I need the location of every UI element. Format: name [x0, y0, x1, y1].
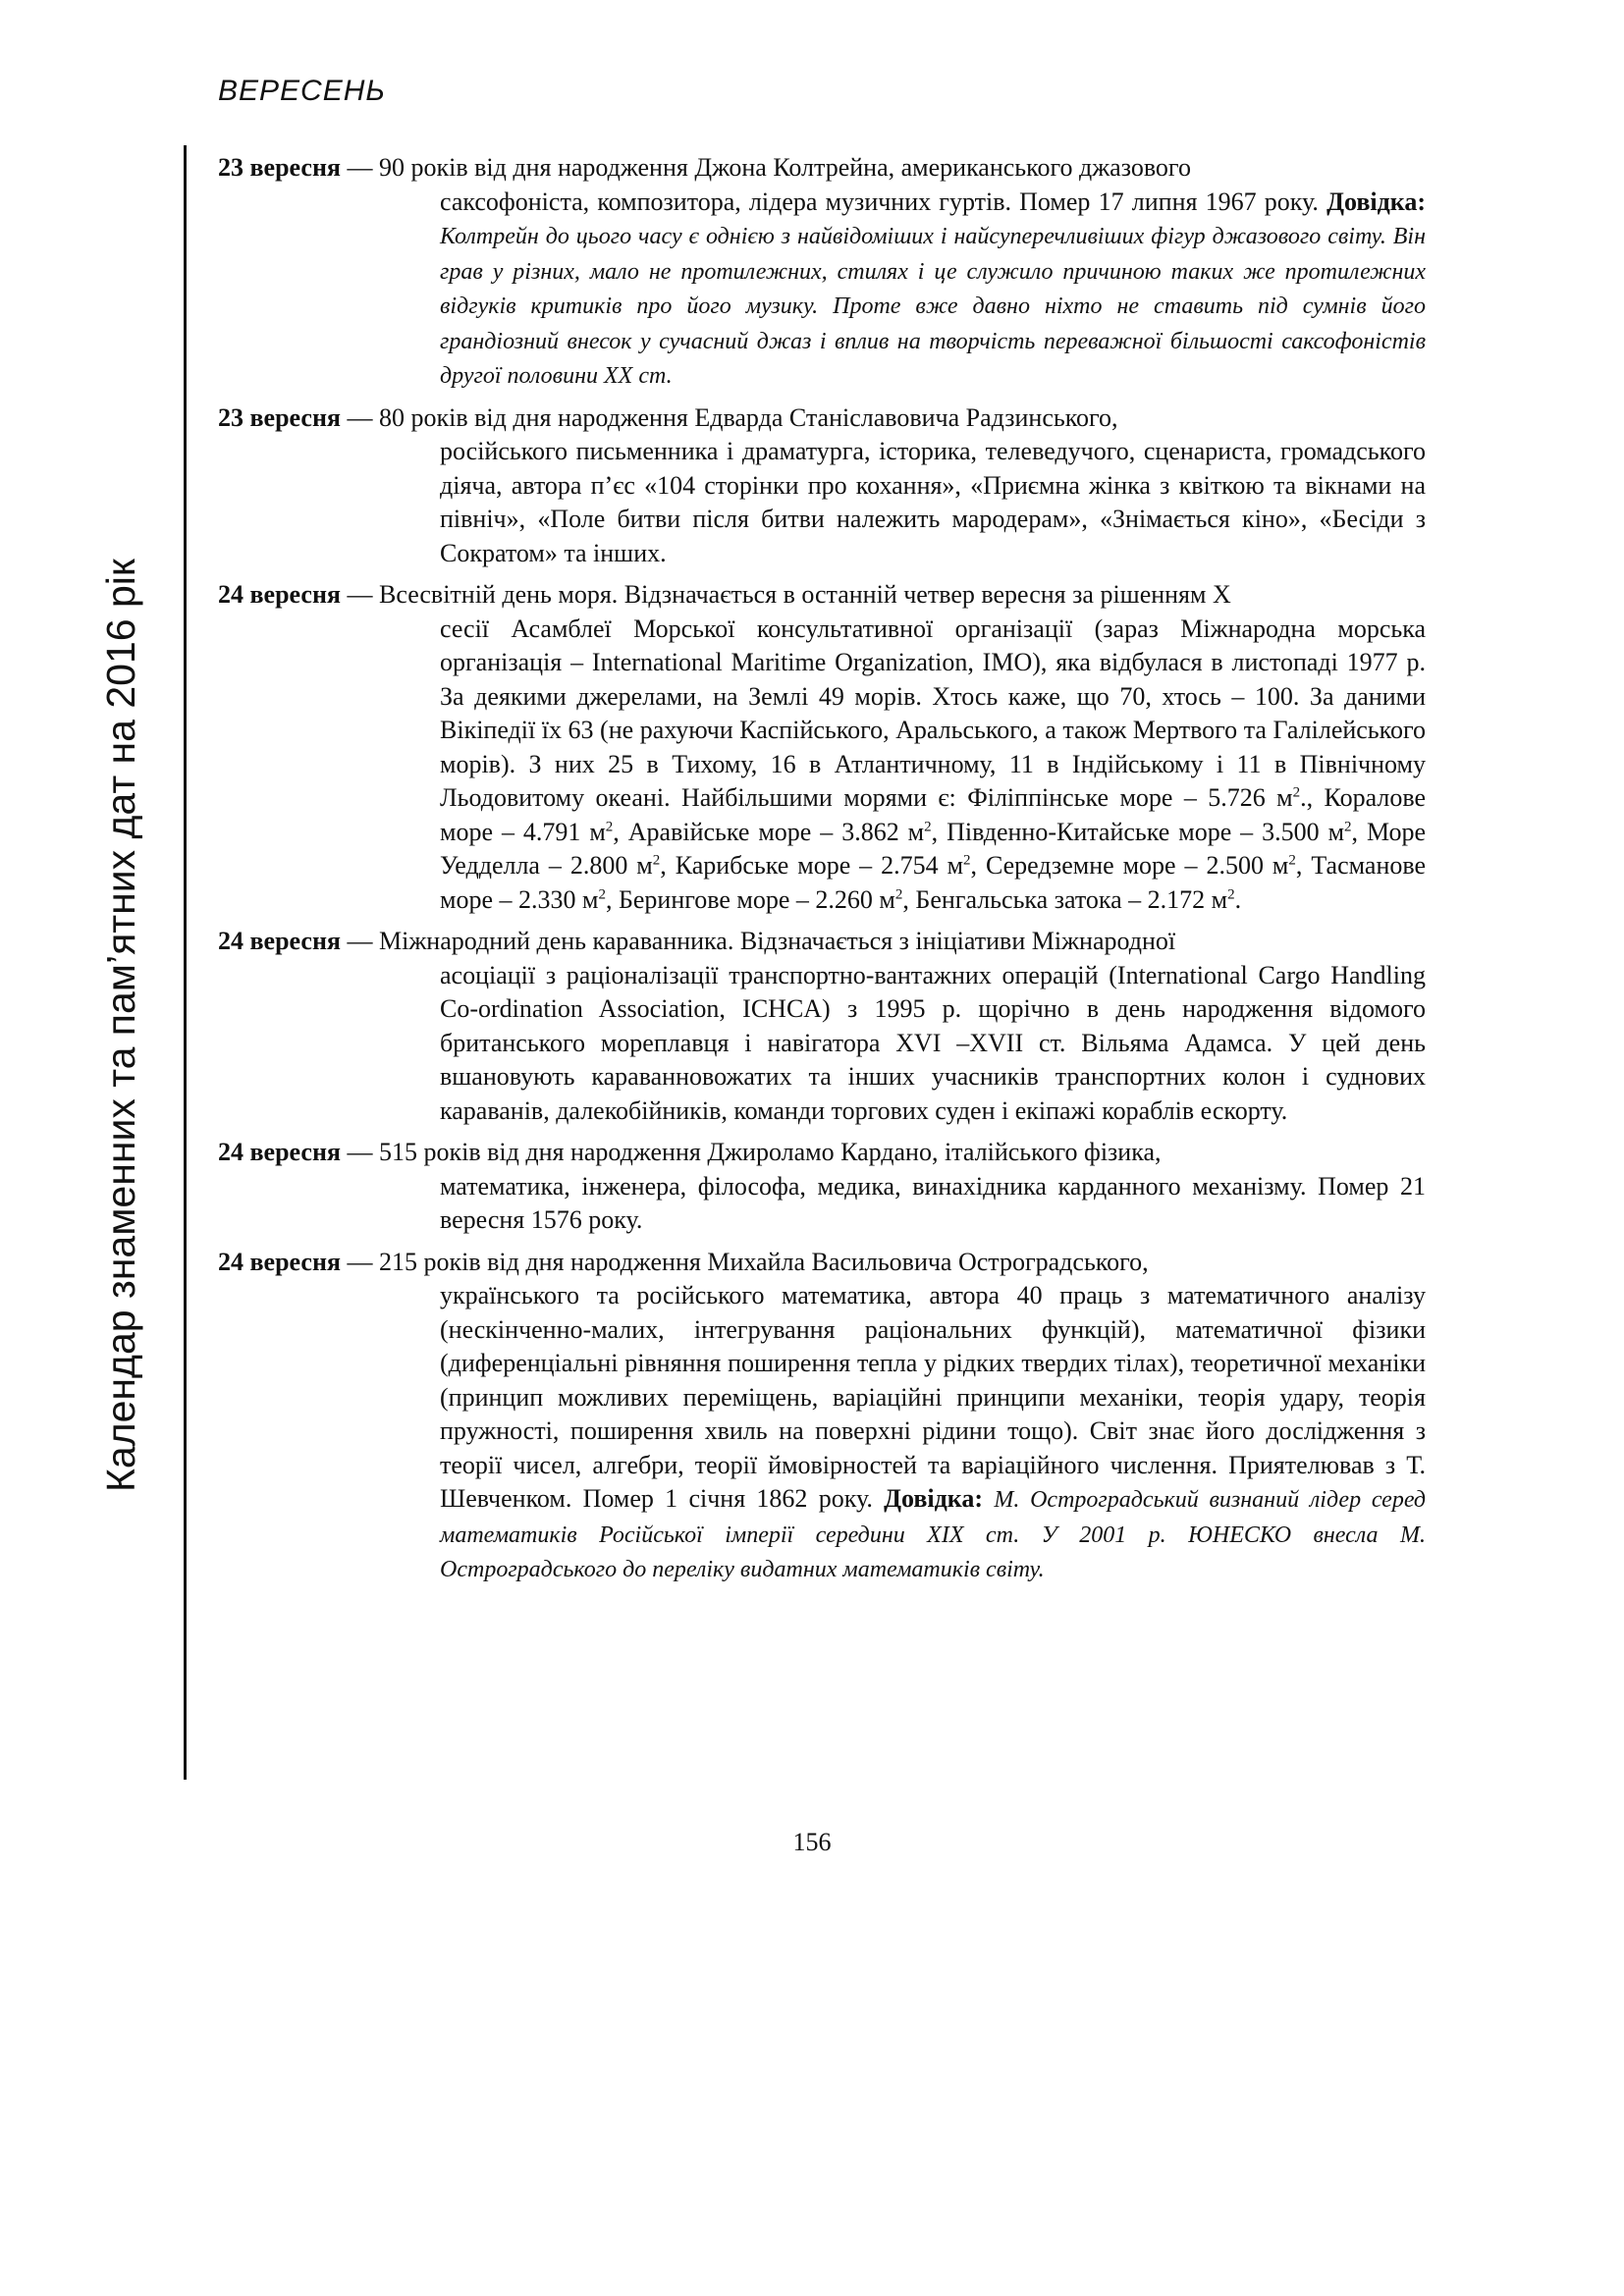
entry-lead-line — [218, 1246, 1426, 1280]
entry-lead-line — [218, 578, 1426, 613]
sea-item: Південно-Китайське море – 3.500 $м^2$, — [947, 817, 1367, 846]
entry-lead-text: 215 років від дня народження Михайла Васильовича Остроградського, — [379, 1247, 1149, 1276]
entry-date: 23 вересня — [218, 153, 341, 182]
entry-body — [218, 1170, 1426, 1238]
entry-body — [218, 435, 1426, 570]
entry-lead-text: 80 років від дня народження Едварда Станіславовича Радзинського, — [379, 402, 1118, 432]
calendar-entries — [218, 151, 1426, 1595]
entry-body — [218, 1279, 1426, 1587]
entry-date: 23 вересня — [218, 402, 341, 432]
sea-item: Аравійське море – 3.862 $м^2$, — [627, 817, 947, 846]
entry-lead-line — [218, 151, 1426, 186]
entry-lead-text: Всесвітній день моря. Відзначається в останній четвер вересня за рішенням X — [379, 580, 1231, 609]
calendar-entry — [218, 925, 1426, 1128]
entry-dash: — — [341, 402, 379, 432]
entry-lead-line — [218, 401, 1426, 436]
sea-item: Берингове море – 2.260 $м^2$, — [618, 884, 916, 914]
sea-item: Тасманове море – 2.330 $м^2$, — [440, 851, 1427, 914]
entry-dash: — — [341, 1247, 379, 1276]
entry-body-text: саксофоніста, композитора, лідера музичних гуртів. Помер 17 липня 1967 року. — [440, 187, 1319, 216]
sea-item: Карибське море – 2.754 $м^2$, — [675, 851, 986, 880]
calendar-entry — [218, 401, 1426, 571]
sea-item: Бенгальська затока – 2.172 $м^2$. — [915, 884, 1242, 914]
entry-lead-line — [218, 1136, 1426, 1170]
entry-body-text: російського письменника і драматурга, історика, телеведучого, сценариста, громадського діяча, автора п’єс «104 сторінки про кохання», «Приємна жінка з квіткою та вікнами на північ», «Поле битви після битви належить мародерам», «Знімається кіно», «Бесіди з Сократом» та інших. — [440, 437, 1426, 567]
entry-dash: — — [341, 580, 379, 609]
entry-body — [218, 613, 1426, 918]
entry-lead-text: Міжнародний день караванника. Відзначається з ініціативи Міжнародної — [379, 927, 1176, 955]
calendar-entry — [218, 1246, 1426, 1587]
note-label: Довідка: — [1326, 187, 1427, 216]
calendar-entry — [218, 578, 1426, 917]
entry-body-text: асоціації з раціоналізації транспортно-вантажних операцій (International Cargo Handling Co-ordination Association, ICHCA) з 1995 р. щорічно в день народження відомого британського мореплавця і навігатора XVI –XVII ст. Вільяма Адамса. У цей день вшановують караванновожатих та інших учасників транспортних колон і суднових караванів, далекобійників, команди торгових суден і екіпажі кораблів ескорту. — [440, 960, 1426, 1125]
sea-item: Море Уедделла – 2.800 $м^2$, — [440, 817, 1426, 880]
entry-dash: — — [341, 927, 379, 955]
side-title: Календар знаменних та пам’ятних дат на 2016 рік — [98, 559, 143, 1492]
entry-date: 24 вересня — [218, 1247, 341, 1276]
note-text: Колтрейн до цього часу є однією з найвідоміших і найсуперечливіших фігур джазового світу. Він грав у різних, мало не протилежних, стилях і це служило причиною таких же протилежних відгуків критиків про його музику. Проте вже давно ніхто не ставить під сумнів його грандіозний внесок у сучасний джаз і вплив на творчість переважної більшості саксофоністів другої половини XX ст. — [440, 224, 1426, 389]
entry-body-text: математика, інженера, філософа, медика, винахідника карданного механізму. Помер 21 вересня 1576 року. — [440, 1171, 1426, 1234]
note-text: М. Остроградський визнаний лідер серед математиків Російської імперії середини XIX ст. У 2001 р. ЮНЕСКО внесла М. Остроградського до переліку видатних математиків світу. — [440, 1487, 1427, 1582]
entry-body-text: сесії Асамблеї Морської консультативної організації (зараз Міжнародна морська організація – International Maritime Organization, IMO), яка відбулася в листопаді 1977 р. За деякими джерелами, на Землі 49 морів. Хтось каже, що 70, хтось – 100. За даними Вікіпедії їх 63 (не рахуючи Каспійського, Аральського, а також Мертвого та Галілейського морів). З них 25 в Тихому, 16 в Атлантичному, 11 в Індійському і 11 в Північному Льодовитому океані. Найбільшими морями є: — [440, 614, 1426, 812]
sea-item: Філіппінське море – 5.726 $м^2$., — [955, 783, 1325, 812]
entry-lead-line — [218, 925, 1426, 959]
calendar-entry — [218, 1136, 1426, 1238]
entry-date: 24 вересня — [218, 580, 341, 609]
entry-date: 24 вересня — [218, 1138, 341, 1166]
margin-rule — [184, 145, 187, 1780]
sea-item: Середземне море – 2.500 $м^2$, — [985, 851, 1312, 880]
entry-lead-text: 90 років від дня народження Джона Колтрейна, американського джазового — [379, 153, 1191, 182]
page-number: 156 — [792, 1828, 832, 1856]
sea-item: Коралове море – 4.791 $м^2$, — [440, 783, 1427, 846]
entry-body — [218, 959, 1426, 1129]
running-header-month: ВЕРЕСЕНЬ — [218, 75, 386, 107]
entry-body — [218, 186, 1426, 394]
entry-body-text: українського та російського математика, автора 40 праць з математичного аналізу (нескінченно-малих, інтегрування раціональних функцій), математичної фізики (диференціальні рівняння поширення тепла у рідких твердих тілах), теоретичної механіки (принцип можливих переміщень, варіаційні принципи механіки, теорія удару, теорія пружності, поширення хвиль на поверхні рідини тощо). Світ знає його дослідження з теорії чисел, алгебри, теорії ймовірностей та варіаційного числення. Приятелював з Т. Шевченком. Помер 1 січня 1862 року. — [440, 1281, 1426, 1513]
entry-dash: — — [341, 1138, 379, 1166]
entry-dash: — — [341, 153, 379, 182]
entry-date: 24 вересня — [218, 927, 341, 955]
entry-lead-text: 515 років від дня народження Джироламо Кардано, італійського фізика, — [379, 1138, 1162, 1166]
calendar-entry — [218, 151, 1426, 394]
note-label: Довідка: — [884, 1484, 984, 1513]
